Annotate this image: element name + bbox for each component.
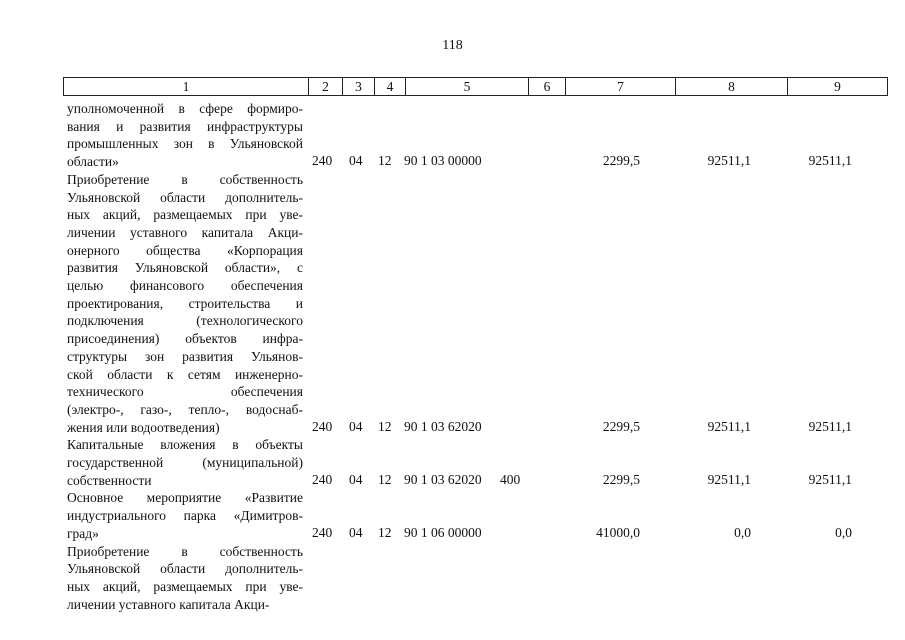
cell-col-4: 12 bbox=[378, 418, 392, 434]
column-header-4: 4 bbox=[375, 78, 406, 96]
description-line: ных акций, размещаемых при уве- bbox=[67, 578, 303, 594]
cell-col-3: 04 bbox=[349, 524, 363, 540]
cell-col-2: 240 bbox=[312, 524, 333, 540]
description-line: целью финансового обеспечения bbox=[67, 278, 303, 294]
description-line: град» bbox=[67, 525, 99, 541]
description-line: Капитальные вложения в объекты bbox=[67, 437, 303, 453]
description-line: жения или водоотведения) bbox=[67, 419, 220, 435]
cell-col-5: 90 1 03 62020 bbox=[404, 418, 482, 434]
cell-col-4: 12 bbox=[378, 153, 392, 169]
cell-col-9: 92511,1 bbox=[808, 471, 852, 487]
row-description bbox=[67, 543, 303, 614]
column-header-5: 5 bbox=[406, 78, 529, 96]
row-description bbox=[67, 171, 303, 437]
cell-col-8: 0,0 bbox=[734, 524, 751, 540]
description-line: структуры зон развития Ульянов- bbox=[67, 348, 303, 364]
column-header-8: 8 bbox=[676, 78, 788, 96]
cell-col-6: 400 bbox=[500, 471, 521, 487]
cell-col-7: 41000,0 bbox=[596, 524, 640, 540]
description-line: Ульяновской области дополнитель- bbox=[67, 189, 303, 205]
description-line: вания и развития инфраструктуры bbox=[67, 118, 303, 134]
row-description bbox=[67, 436, 303, 489]
description-line: государственной (муниципальной) bbox=[67, 455, 303, 470]
description-line: промышленных зон в Ульяновской bbox=[67, 136, 303, 152]
cell-col-9: 92511,1 bbox=[808, 153, 852, 169]
cell-col-2: 240 bbox=[312, 153, 333, 169]
cell-col-7: 2299,5 bbox=[602, 471, 640, 487]
cell-col-3: 04 bbox=[349, 471, 363, 487]
column-header-row bbox=[64, 78, 888, 96]
description-line: Приобретение в собственность bbox=[67, 171, 303, 187]
description-line: личении уставного капитала Акци- bbox=[67, 224, 303, 240]
cell-col-5: 90 1 06 00000 bbox=[404, 524, 482, 540]
column-header-1: 1 bbox=[64, 78, 309, 96]
cell-col-7: 2299,5 bbox=[602, 418, 640, 434]
cell-col-3: 04 bbox=[349, 418, 363, 434]
page-number: 118 bbox=[442, 38, 463, 53]
cell-col-2: 240 bbox=[312, 471, 333, 487]
row-description bbox=[67, 100, 303, 171]
column-header-6: 6 bbox=[529, 78, 566, 96]
cell-col-8: 92511,1 bbox=[707, 471, 751, 487]
description-line: присоединения) объектов инфра- bbox=[67, 331, 303, 347]
description-line: онерного общества «Корпорация bbox=[67, 242, 303, 258]
cell-col-4: 12 bbox=[378, 524, 392, 540]
description-line: подключения (технологического bbox=[67, 313, 303, 329]
column-header-2: 2 bbox=[309, 78, 343, 96]
description-line: личении уставного капитала Акци- bbox=[67, 596, 270, 612]
row-description bbox=[67, 489, 303, 542]
cell-col-8: 92511,1 bbox=[707, 153, 751, 169]
description-line: Ульяновской области дополнитель- bbox=[67, 561, 303, 577]
description-line: ных акций, размещаемых при уве- bbox=[67, 207, 303, 223]
description-line: уполномоченной в сфере формиро- bbox=[67, 101, 303, 116]
description-line: технического обеспечения bbox=[67, 384, 303, 400]
column-header-7: 7 bbox=[566, 78, 676, 96]
column-header-3: 3 bbox=[343, 78, 375, 96]
description-line: Приобретение в собственность bbox=[67, 543, 303, 559]
cell-col-9: 0,0 bbox=[835, 524, 852, 540]
description-line: проектирования, строительства и bbox=[67, 295, 303, 311]
cell-col-5: 90 1 03 00000 bbox=[404, 153, 482, 169]
cell-col-5: 90 1 03 62020 bbox=[404, 471, 482, 487]
cell-col-4: 12 bbox=[378, 471, 392, 487]
cell-col-7: 2299,5 bbox=[602, 153, 640, 169]
description-line: области» bbox=[67, 154, 119, 170]
cell-col-2: 240 bbox=[312, 418, 333, 434]
description-line: индустриального парка «Димитров- bbox=[67, 508, 303, 524]
cell-col-3: 04 bbox=[349, 153, 363, 169]
description-line: собственности bbox=[67, 472, 152, 488]
column-header-9: 9 bbox=[788, 78, 888, 96]
description-line: (электро-, газо-, тепло-, водоснаб- bbox=[67, 401, 303, 417]
column-header-table bbox=[63, 77, 888, 96]
description-line: развития Ульяновской области», с bbox=[67, 260, 303, 276]
cell-col-9: 92511,1 bbox=[808, 418, 852, 434]
description-line: ской области к сетям инженерно- bbox=[67, 366, 303, 382]
cell-col-8: 92511,1 bbox=[707, 418, 751, 434]
description-line: Основное мероприятие «Развитие bbox=[67, 490, 303, 506]
